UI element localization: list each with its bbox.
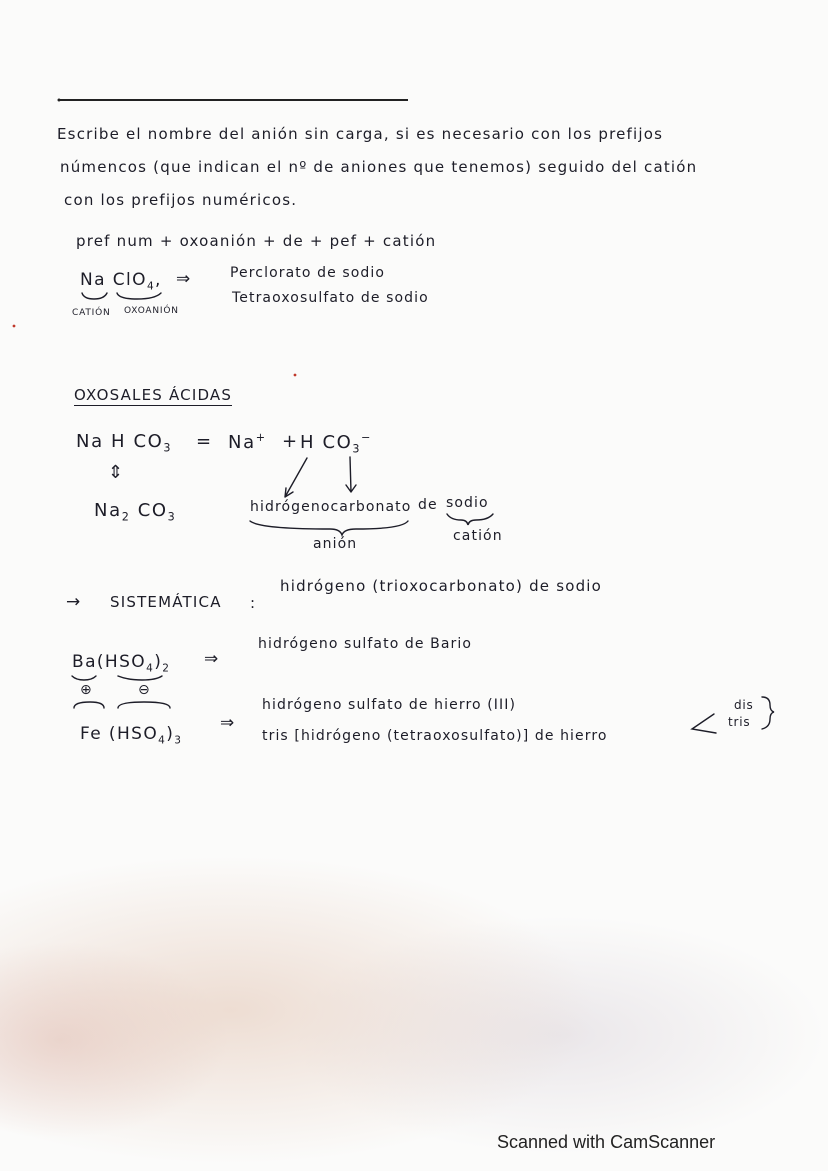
example4-subscript-4: 4 xyxy=(158,734,167,747)
example2-hco-subscript: 3 xyxy=(352,442,362,456)
example2-de: de xyxy=(418,497,438,513)
example2-label-anion: anión xyxy=(313,536,358,552)
systematic-label: SISTEMÁTICA xyxy=(110,593,222,611)
example4-note-dis: dis xyxy=(734,698,754,712)
example1-name-2: Tetraoxosulfato de sodio xyxy=(232,290,429,306)
example2-na-charge: + xyxy=(255,431,267,444)
example2-na2co3-na: Na xyxy=(94,500,122,521)
brace-oxoanion xyxy=(117,293,161,299)
example1-oxoanion-subscript: 4 xyxy=(146,280,156,293)
example2-na2co3-sub3: 3 xyxy=(167,510,177,524)
example4-name-1: hidrógeno sulfato de hierro (III) xyxy=(262,697,517,713)
arrow-left xyxy=(285,458,307,497)
stray-dot-3 xyxy=(58,99,61,102)
brace-cation-2 xyxy=(447,514,493,525)
example4-arrow: ⇒ xyxy=(220,713,236,733)
example1-formula: Na ClO$_4$, xyxy=(80,270,162,293)
example3-subscript-4: 4 xyxy=(146,662,155,675)
example2-lhs-formula: Na H CO xyxy=(76,431,164,452)
example3-formula-main: Ba(HSO xyxy=(72,652,147,672)
section-title: OXOSALES ÁCIDAS xyxy=(74,386,233,404)
example2-cation-name: sodio xyxy=(446,495,489,511)
example1-name-1: Perclorato de sodio xyxy=(230,265,386,281)
example2-equals: = xyxy=(196,431,213,452)
systematic-text: hidrógeno (trioxocarbonato) de sodio xyxy=(280,577,603,595)
example4-close-paren: ) xyxy=(166,724,175,744)
example3-subscript-2: 2 xyxy=(162,662,171,675)
stray-dot-1 xyxy=(13,325,16,328)
example1-label-oxoanion: OXOANIÓN xyxy=(124,306,179,316)
example4-subscript-3: 3 xyxy=(174,734,183,747)
formula-rule: pref num + oxoanión + de + pef + catión xyxy=(76,232,437,250)
example2-lhs-subscript: 3 xyxy=(163,441,173,455)
example3-name: hidrógeno sulfato de Bario xyxy=(258,636,473,652)
brace-anion xyxy=(250,521,408,535)
example1-label-cation: CATIÓN xyxy=(72,308,111,318)
example4-note-tris: tris xyxy=(728,715,751,729)
angle-mark xyxy=(692,714,716,733)
example1-arrow: ⇒ xyxy=(176,269,192,289)
overbrace-hso4-fe xyxy=(118,702,170,708)
right-curly xyxy=(762,697,774,729)
intro-line-3: con los prefijos numéricos. xyxy=(64,191,298,209)
arrow-down xyxy=(346,457,356,492)
example2-label-cation: catión xyxy=(453,528,503,544)
brace-ba xyxy=(72,676,96,680)
example3-plus-sign: ⊕ xyxy=(80,682,93,698)
brace-cation xyxy=(82,293,107,299)
example2-hco-charge: − xyxy=(361,431,373,444)
example2-hco-formula: H CO xyxy=(300,432,353,453)
systematic-colon: : xyxy=(250,594,257,612)
example4-formula-main: Fe (HSO xyxy=(80,724,159,744)
example2-na2co3-sub2: 2 xyxy=(121,510,131,524)
intro-line-1: Escribe el nombre del anión sin carga, si es necesario con los prefijos xyxy=(57,125,664,143)
example2-anion-name: hidrógenocarbonato xyxy=(250,499,412,515)
example2-plus: + xyxy=(282,431,299,452)
example3-arrow: ⇒ xyxy=(204,649,220,669)
stray-dot-2 xyxy=(294,374,297,377)
systematic-arrow: → xyxy=(66,592,82,612)
brace-hso4-ba xyxy=(118,676,162,680)
example1-cation: Na xyxy=(80,270,106,290)
example2-double-arrow: ⇕ xyxy=(108,462,125,483)
intro-line-2: númencos (que indican el nº de aniones que tenemos) seguido del catión xyxy=(60,158,698,176)
example4-name-2: tris [hidrógeno (tetraoxosulfato)] de hierro xyxy=(262,728,608,744)
overbrace-fe xyxy=(74,702,104,708)
example2-na2co3-co: CO xyxy=(137,500,168,521)
example3-minus-sign: ⊖ xyxy=(138,682,151,698)
example1-oxoanion: ClO xyxy=(112,270,147,290)
camscanner-footer: Scanned with CamScanner xyxy=(497,1132,716,1152)
example2-na-symbol: Na xyxy=(228,432,256,453)
example3-close-paren: ) xyxy=(154,652,163,672)
